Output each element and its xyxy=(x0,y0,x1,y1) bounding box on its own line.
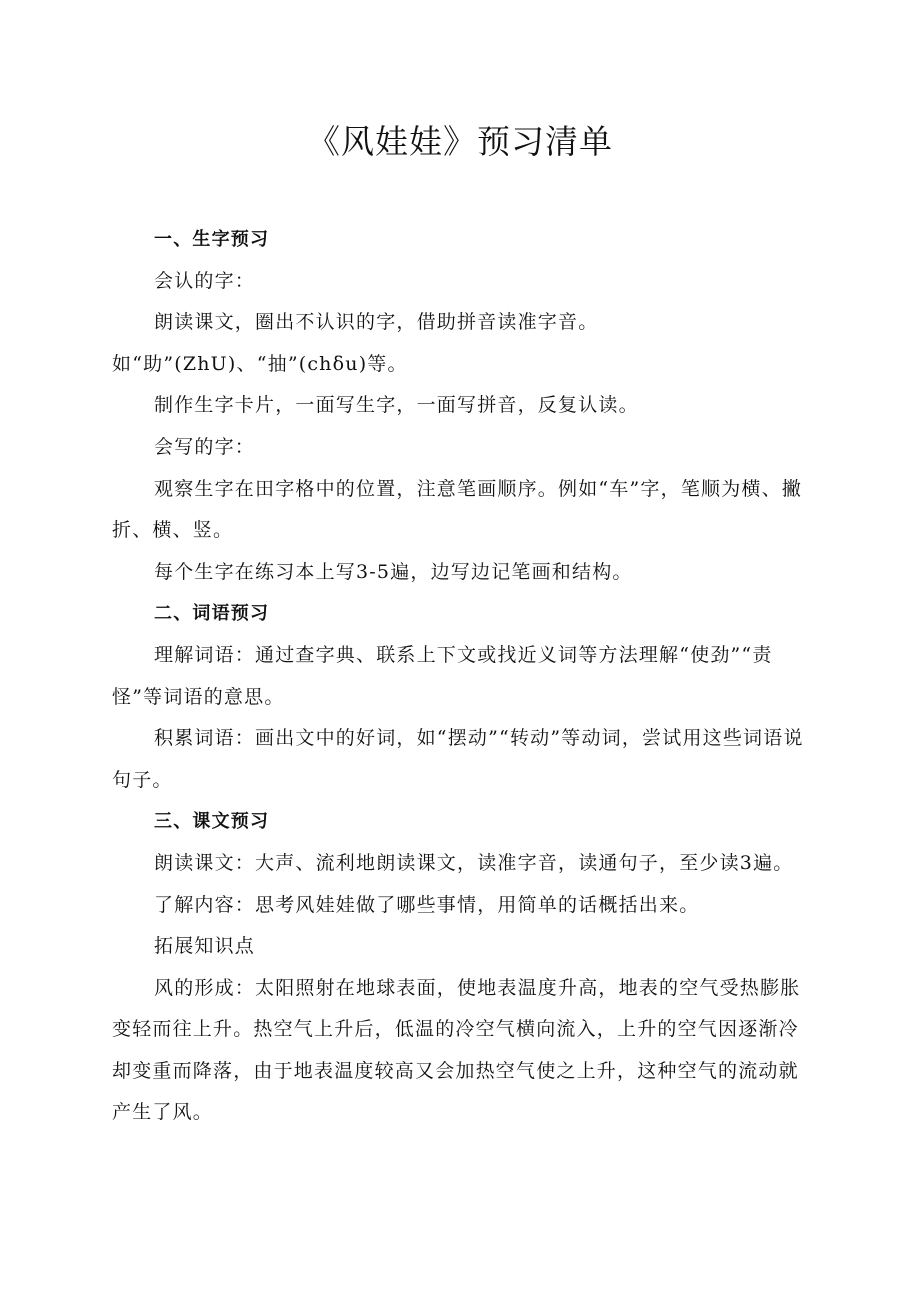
paragraph: 理解词语：通过查字典、联系上下文或找近义词等方法理解“使劲”“责怪”等词语的意思。 xyxy=(112,643,773,708)
paragraph: 积累词语：画出文中的好词，如“摆动”“转动”等动词，尝试用这些词语说句子。 xyxy=(112,727,804,791)
section-heading: 三、课文预习 xyxy=(154,811,270,833)
page-title: 《风娃娃》预习清单 xyxy=(307,122,613,161)
paragraph: 风的形成：太阳照射在地球表面，使地表温度升高，地表的空气受热膨胀变轻而往上升。热空气上升后，低温的冷空气横向流入，上升的空气因逐渐冷却变重而降落，由于地表温度较高又会加热空气使之上升，这种空气的流动就产生了风。 xyxy=(112,976,801,1124)
section-heading: 一、生字预习 xyxy=(154,229,270,250)
paragraph: 制作生字卡片，一面写生字，一面写拼音，反复认读。 xyxy=(154,394,639,417)
paragraph: 会认的字： xyxy=(154,269,256,292)
paragraph: 每个生字在练习本上写3-5遍，边写边记笔画和结构。 xyxy=(154,560,633,583)
paragraph: 观察生字在田字格中的位置，注意笔画顺序。例如“车”字，笔顺为横、撇折、横、竖。 xyxy=(112,477,803,542)
section-heading: 二、词语预习 xyxy=(154,603,270,625)
paragraph: 会写的字： xyxy=(154,435,256,458)
paragraph: 朗读课文，圈出不认识的字，借助拼音读准字音。如“助”(ZhU)、“抽”(chδu)等。 xyxy=(112,311,599,375)
paragraph: 拓展知识点 xyxy=(154,935,256,958)
paragraph: 了解内容：思考风娃娃做了哪些事情，用简单的话概括出来。 xyxy=(154,893,700,916)
document-body xyxy=(112,219,812,1134)
paragraph: 朗读课文：大声、流利地朗读课文，读准字音，读通句子，至少读3遍。 xyxy=(154,851,794,874)
